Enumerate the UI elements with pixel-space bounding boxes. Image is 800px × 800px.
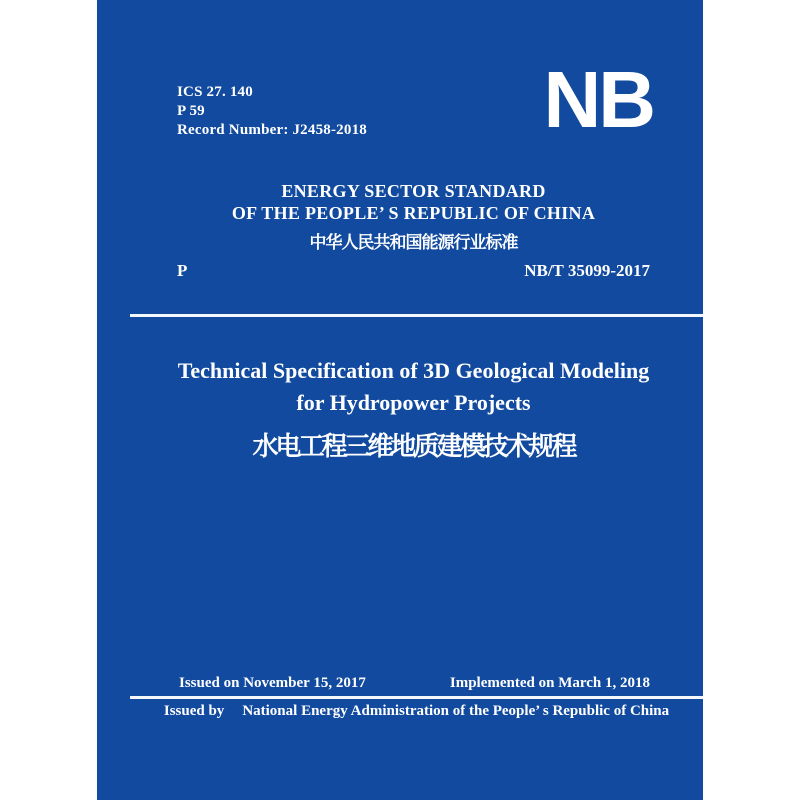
standard-cover-panel <box>97 0 703 800</box>
standard-number: NB/T 35099-2017 <box>524 261 650 280</box>
meta-block <box>177 83 367 140</box>
issuing-organization: National Energy Administration of the People’ s Republic of China <box>242 703 670 719</box>
issued-by-line <box>130 703 703 720</box>
title-en-line2: for Hydropower Projects <box>296 390 531 415</box>
issued-date: Issued on November 15, 2017 <box>179 675 366 691</box>
divider-bottom <box>130 696 703 699</box>
title-en-line1: Technical Specification of 3D Geological Modeling <box>177 358 650 383</box>
divider-top <box>130 314 703 317</box>
standard-type-cn: 中华人民共和国能源行业标准 <box>309 233 518 252</box>
ics-code: ICS 27. 140 <box>177 84 253 100</box>
code-row <box>177 262 650 281</box>
standard-type-en-line1: ENERGY SECTOR STANDARD <box>281 181 546 201</box>
implemented-date: Implemented on March 1, 2018 <box>449 675 650 691</box>
record-number: Record Number: J2458-2018 <box>177 122 367 138</box>
classification-letter: P <box>177 261 188 280</box>
title-cn: 水电工程三维地质建模技术规程 <box>252 431 575 461</box>
classification-code: P 59 <box>177 103 205 119</box>
standard-type-en-line2: OF THE PEOPLE’ S REPUBLIC OF CHINA <box>231 203 596 223</box>
issued-by-label: Issued by <box>163 703 225 719</box>
nb-logo: NB <box>543 55 653 144</box>
dates-row <box>179 674 650 692</box>
